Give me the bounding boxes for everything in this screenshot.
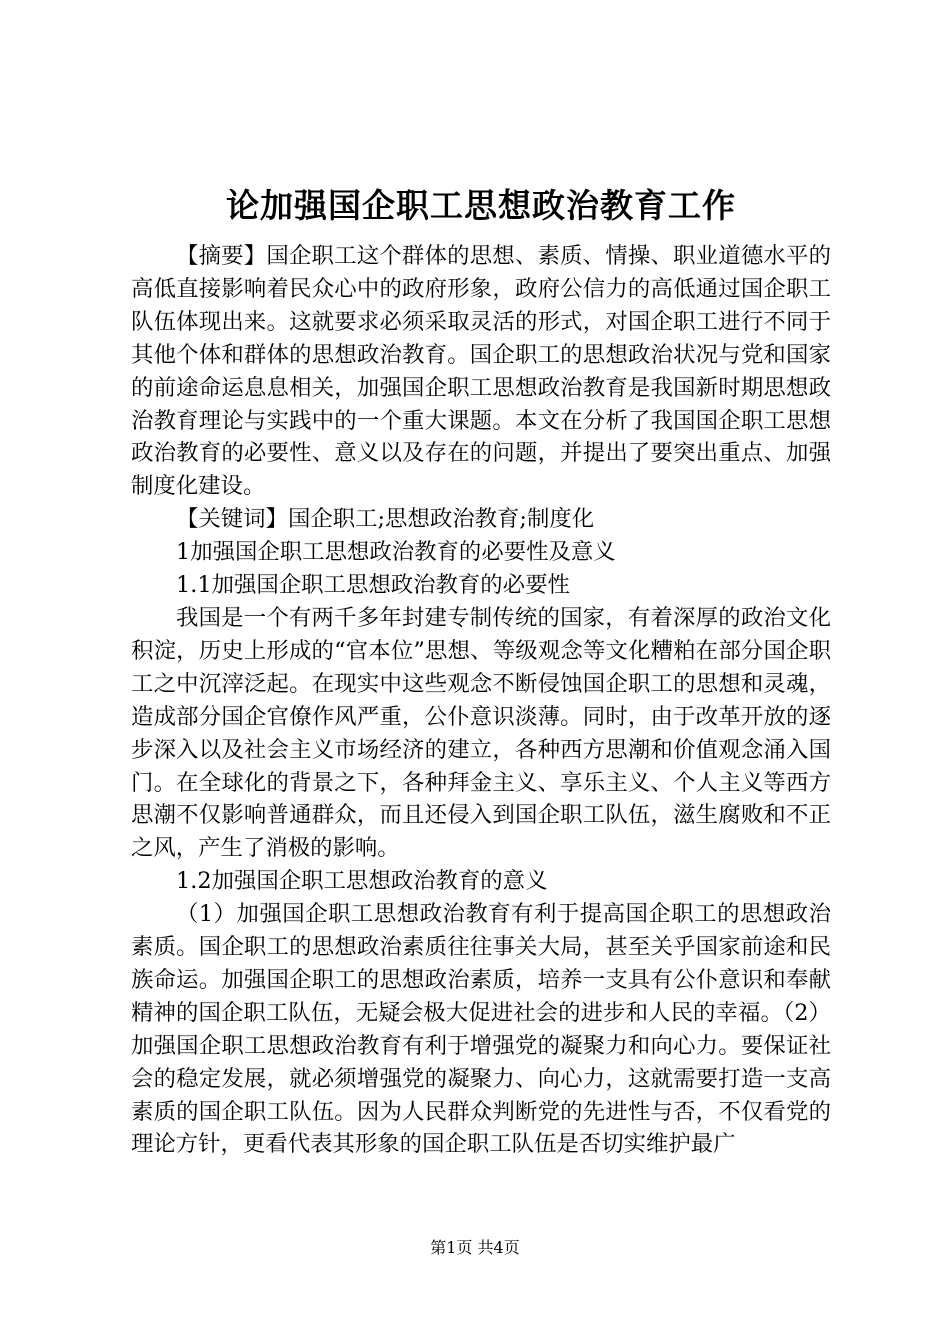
page-footer: 第1页 共4页 <box>430 1238 520 1257</box>
document-title: 论加强国企职工思想政治教育工作 <box>226 186 736 225</box>
keywords-paragraph: 【关键词】国企职工;思想政治教育;制度化 <box>176 506 595 533</box>
section-heading-1-2: 1.2加强国企职工思想政治教育的意义 <box>176 868 548 895</box>
document-page <box>131 180 831 1161</box>
body-paragraph-necessity: 我国是一个有两千多年封建专制传统的国家，有着深厚的政治文化积淀，历史上形成的“官本位”思想、等级观念等文化糟粕在部分国企职工之中沉滓泛起。在现实中这些观念不断侵蚀国企职工的思想和灵魂，造成部分国企官僚作风严重，公仆意识淡薄。同时，由于改革开放的逐步深入以及社会主义市场经济的建立，各种西方思潮和价值观念涌入国门。在全球化的背景之下，各种拜金主义、享乐主义、个人主义等西方思潮不仅影响普通群众，而且还侵入到国企职工队伍，滋生腐败和不正之风，产生了消极的影响。 <box>131 604 831 862</box>
section-heading-1-1: 1.1加强国企职工思想政治教育的必要性 <box>176 572 570 599</box>
body-paragraph-significance: （1）加强国企职工思想政治教育有利于提高国企职工的思想政治素质。国企职工的思想政治素质往往事关大局，甚至关乎国家前途和民族命运。加强国企职工的思想政治素质，培养一支具有公仆意识和奉献精神的国企职工队伍，无疑会极大促进社会的进步和人民的幸福。（2）加强国企职工思想政治教育有利于增强党的凝聚力和向心力。要保证社会的稳定发展，就必须增强党的凝聚力、向心力，这就需要打造一支高素质的国企职工队伍。因为人民群众判断党的先进性与否，不仅看党的理论方针，更看代表其形象的国企职工队伍是否切实维护最广 <box>131 901 831 1158</box>
abstract-paragraph: 【摘要】国企职工这个群体的思想、素质、情操、职业道德水平的高低直接影响着民众心中的政府形象，政府公信力的高低通过国企职工队伍体现出来。这就要求必须采取灵活的形式，对国企职工进行不同于其他个体和群体的思想政治教育。国企职工的思想政治状况与党和国家的前途命运息息相关，加强国企职工思想政治教育是我国新时期思想政治教育理论与实践中的一个重大课题。本文在分析了我国国企职工思想政治教育的必要性、意义以及存在的问题，并提出了要突出重点、加强制度化建设。 <box>131 243 831 500</box>
section-heading-1: 1加强国企职工思想政治教育的必要性及意义 <box>176 539 616 566</box>
